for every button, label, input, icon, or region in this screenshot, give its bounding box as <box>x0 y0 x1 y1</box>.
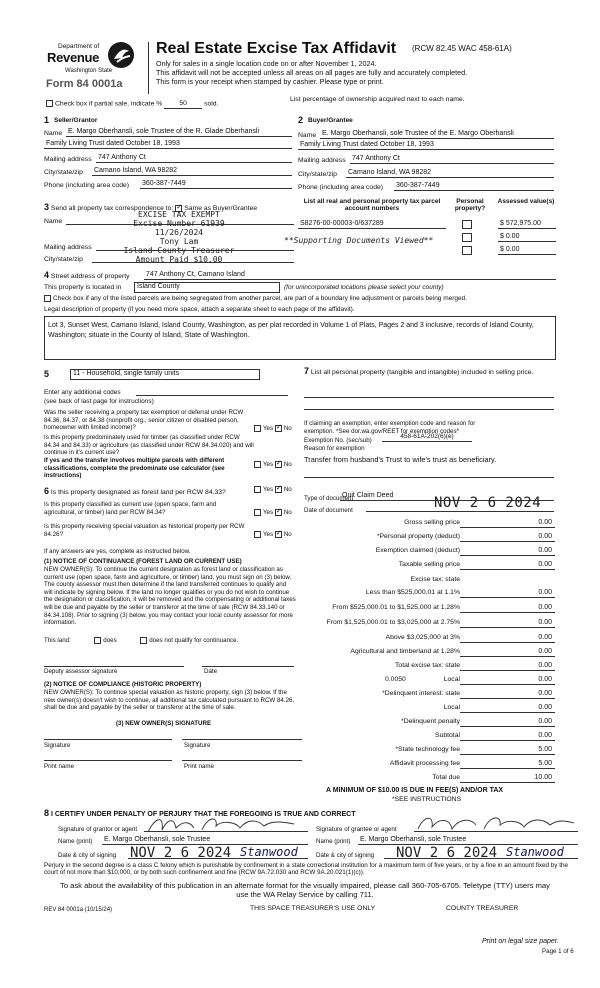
personal-property-line-2[interactable] <box>304 409 554 410</box>
tax-value[interactable]: 0.00 <box>460 718 555 727</box>
tax-row-delinquent-penalty <box>305 718 555 729</box>
seller-city-label: City/state/zip <box>44 169 83 176</box>
assessed-value-2[interactable]: $ 0.00 <box>498 233 556 242</box>
tax-value[interactable]: 0.00 <box>460 662 555 671</box>
exemption-question: Was the seller receiving a property tax exemption or deferral under RCW 84.36, 84.37, or 84.38 (nonprofit org., senior citizen or disabled person, homeowner with limited income)? <box>44 409 244 431</box>
new-owner-signature-title: (3) NEW OWNER(S) SIGNATURE <box>116 720 212 727</box>
personal-property-line-1[interactable] <box>304 397 554 398</box>
q6b-yes-checkbox[interactable] <box>254 509 261 516</box>
form-number: Form 84 0001a <box>46 78 123 90</box>
personal-col-header: Personal property? <box>454 198 486 213</box>
does-label: does <box>103 637 117 645</box>
deputy-signature-label: Deputy assessor signature <box>44 668 118 675</box>
seller-mailing-label: Mailing address <box>44 156 92 163</box>
tax-label: From $525,000.01 to $1,525,000 at 1.28% <box>332 604 460 611</box>
seller-num: 1 <box>44 115 50 125</box>
tax-label: Affidavit processing fee <box>389 760 460 767</box>
reason-label: Reason for exemption <box>304 445 365 452</box>
q6c-no-checkbox[interactable] <box>275 531 282 538</box>
subtitle-3: This form is your receipt when stamped by cashier. Please type or print. <box>156 77 384 86</box>
deputy-date-line[interactable] <box>202 666 294 667</box>
grantee-name-field[interactable]: E. Margo Oberhansli, sole Trustee <box>358 836 578 845</box>
tax-row-agricultural <box>305 648 555 659</box>
exemption-no-field[interactable]: 458-61A-202(6)(e) <box>382 433 472 442</box>
personal-checkbox-1[interactable] <box>462 220 472 229</box>
section3-num: 3 <box>44 202 50 212</box>
section3-city-label: City/state/zip <box>44 256 83 263</box>
tax-label: Excise tax: state <box>410 576 460 583</box>
parcel-number-1[interactable]: S8276-00-00003-0/637289 <box>298 220 446 229</box>
revision-number: REV 84 0001a (10/15/24) <box>44 907 113 913</box>
assessed-value-1[interactable]: $ 572,975.00 <box>498 220 556 229</box>
q6c-yes-label: Yes <box>263 531 274 539</box>
grantor-name-field[interactable]: E. Margo Oberhansli, sole Trustee <box>102 836 308 845</box>
tax-label: Agricultural and timberland at 1.28% <box>350 648 460 655</box>
tax-label: Exemption claimed (deduct) <box>375 547 460 554</box>
tax-label: Less than $525,000.01 at 1.1% <box>365 589 460 596</box>
tax-value[interactable]: 0.00 <box>460 519 555 528</box>
doc-date-stamp: NOV 2 6 2024 <box>434 495 542 511</box>
personal-property-label: List all personal property (tangible and intangible) included in selling price. <box>310 369 534 376</box>
header-divider <box>148 42 149 94</box>
tax-row-bracket-2 <box>305 604 555 615</box>
state-label: Washington State <box>65 68 113 74</box>
section3-mailing-label: Mailing address <box>44 244 92 251</box>
grantor-date-stamp: NOV 2 6 2024 <box>130 845 232 861</box>
tax-row-bracket-3 <box>305 619 555 630</box>
certify-statement: I CERTIFY UNDER PENALTY OF PERJURY THAT THE FOREGOING IS TRUE AND CORRECT <box>50 811 356 818</box>
tax-label: *Personal property (deduct) <box>376 533 460 540</box>
tax-label: Total excise tax: state <box>395 662 460 669</box>
subtitle-2: This affidavit will not be accepted unless all areas on all pages are fully and accurately completed. <box>156 68 468 77</box>
section3-label: Send all property tax correspondence to: <box>50 205 174 212</box>
tax-value[interactable]: 0.00 <box>460 547 555 556</box>
this-land-row <box>44 637 238 644</box>
tax-row-gross <box>305 519 555 530</box>
segregated-checkbox[interactable] <box>44 295 51 302</box>
owner-print-label-2: Print name <box>184 763 214 770</box>
use-code-select[interactable]: 11 - Household, single family units <box>70 369 260 380</box>
list-percentage-note: List percentage of ownership acquired next to each name. <box>290 96 465 103</box>
seller-mailing-field[interactable]: 747 Anthony Ct <box>96 154 292 163</box>
street-label: Street address of property <box>50 273 130 280</box>
if-yes-note: If any answers are yes, complete as instructed below. <box>44 548 191 555</box>
tax-label: Taxable selling price <box>398 561 460 568</box>
tax-row-local <box>305 676 555 687</box>
sold-label: sold. <box>204 100 219 108</box>
tax-row-personal <box>305 533 555 544</box>
owner-signature-line-2[interactable] <box>182 739 302 740</box>
notice-compliance-title: (2) NOTICE OF COMPLIANCE (HISTORIC PROPERTY) <box>44 681 202 688</box>
tax-label: Local <box>443 676 460 683</box>
treasurer-use-only: THIS SPACE TREASURER'S USE ONLY <box>250 905 376 912</box>
doc-type-field[interactable]: Quit Claim Deed <box>340 492 554 501</box>
timber-question-bold: If yes and the transfer involves multiple parcels with different classifications, complete the predominate use calculator (see instructions) <box>44 457 225 479</box>
reason-field[interactable]: Transfer from husband's Trust to wife's trust as beneficiary. <box>304 455 497 464</box>
tax-label: *Delinquent penalty <box>401 718 460 725</box>
q6a-yes-no <box>254 486 292 493</box>
stamp-line-4: Tony Lam <box>159 237 199 246</box>
perjury-notice: Perjury in the second degree is a class C felony which is punishable by confinement in a state correctional institution for a maximum term of five years, or by a fine in an amount fixed by the court of not more than $10,000, or by both such confinement and fine (RCW 9A.72.030 and RCW 9A.20.021(1)(c)). <box>44 862 568 877</box>
historic-question: Is this property receiving special valuation as historical property per RCW 84.26? <box>44 523 245 538</box>
grantor-date-label: Date & city of signing <box>58 852 117 859</box>
section5-num: 5 <box>44 369 50 379</box>
parcel-table <box>298 198 558 262</box>
same-as-buyer-label: Same as Buyer/Grantee <box>184 205 258 212</box>
q1-no-checkbox[interactable] <box>275 425 282 432</box>
q6b-no-label: No <box>283 509 292 517</box>
stamp-line-2: Excise Number 61939 <box>133 219 225 228</box>
tax-value[interactable]: 0.00 <box>460 561 555 570</box>
tax-value[interactable]: 0.00 <box>460 589 555 598</box>
grantee-date-stamp: NOV 2 6 2024 <box>396 845 498 861</box>
rcw-reference: (RCW 82.45 WAC 458-61A) <box>412 44 512 53</box>
notice-continuance-text: NEW OWNER(S): To continue the current designation as forest land or classification as current use (open space, farm and agriculture, or timber) land, you must sign on (3) below. The county assessor must then determine if the land transferred continues to qualify and will indicate by signing below. If the land no longer qualifies or you do not wish to continue the designation or classification, it will be removed and the compensating or additional taxes will be due and payable by the seller or transferor at the time of sale (RCW 84.33.140 or 84.34.108). Prior to signing (3) below, you may contact your local county assessor for more information. <box>44 566 296 627</box>
tax-label: Gross selling price <box>404 519 460 526</box>
stamp-line-3: 11/26/2024 <box>154 228 204 237</box>
q1-yes-label: Yes <box>263 425 274 433</box>
stamp-line-5: Island County Treasurer <box>123 246 235 255</box>
tax-label: Subtotal <box>435 732 460 739</box>
buyer-section <box>298 115 554 195</box>
grantor-signature-mark <box>144 814 304 836</box>
forest-question-row <box>44 486 254 497</box>
tax-value[interactable]: 0.00 <box>460 533 555 542</box>
section8-num: 8 <box>44 808 50 818</box>
section7-num: 7 <box>304 366 310 376</box>
tax-row-taxable <box>305 561 555 572</box>
does-checkbox[interactable] <box>94 637 101 644</box>
owner-print-label-1: Print name <box>44 763 74 770</box>
tax-value[interactable]: 0.00 <box>460 690 555 699</box>
county-select[interactable]: Island County <box>134 282 280 293</box>
seller-phone-field[interactable]: 360-387-7449 <box>140 180 292 189</box>
tax-value[interactable]: 5.00 <box>460 746 555 755</box>
stamp-line-1: EXCISE TAX EXEMPT <box>138 210 220 219</box>
deputy-signature-line[interactable] <box>44 666 184 667</box>
section6 <box>44 486 302 790</box>
local-rate: 0.0050 <box>385 676 406 683</box>
section7 <box>304 367 556 517</box>
stamp-line-6: Amount Paid $10.00 <box>135 255 223 264</box>
minimum-due-note: A MINIMUM OF $10.00 IS DUE IN FEE(S) AND/OR TAX <box>326 787 504 794</box>
tax-value[interactable]: 0.00 <box>460 619 555 628</box>
tax-value[interactable]: 0.00 <box>460 676 555 685</box>
grantee-city: Stanwood <box>506 845 564 859</box>
tax-row-delinquent-local <box>305 704 555 715</box>
seller-name-label: Name <box>44 130 63 137</box>
buyer-name-label: Name <box>298 132 317 139</box>
see-instructions-note: *SEE INSTRUCTIONS <box>392 796 462 803</box>
section5 <box>44 367 294 485</box>
section4-num: 4 <box>44 270 50 280</box>
tax-correspondence-section <box>44 202 294 266</box>
partial-sale-row <box>46 100 218 109</box>
q6a-yes-label: Yes <box>263 486 274 494</box>
tax-row-total-state <box>305 662 555 673</box>
q2-yes-checkbox[interactable] <box>254 461 261 468</box>
buyer-mailing-field[interactable]: 747 Anthony Ct <box>350 155 554 164</box>
grantor-sig-label: Signature of grantor or agent <box>58 826 138 833</box>
seller-phone-label: Phone (including area code) <box>44 182 130 189</box>
tax-row-processing-fee <box>305 760 555 771</box>
additional-codes-field[interactable] <box>136 387 288 396</box>
dor-logo <box>44 40 144 96</box>
tax-label: Above $3,025,000 at 3% <box>385 634 460 641</box>
subtitle-1: Only for sales in a single location code on or after November 1, 2024. <box>156 59 377 68</box>
buyer-mailing-label: Mailing address <box>298 157 346 164</box>
current-use-question: Is this property classified as current use (open space, farm and agricultural, or timber) land per RCW 84.34? <box>44 501 217 516</box>
tax-row-subtotal <box>305 732 555 743</box>
q6b-yes-label: Yes <box>263 509 274 517</box>
segregated-label: Check box if any of the listed parcels are being segregated from another parcel, are part of a boundary line adjustment or parcels being merged. <box>53 295 468 303</box>
revenue-logo-icon <box>106 40 136 70</box>
q1-no-label: No <box>283 425 292 433</box>
tax-label: Total due <box>432 774 460 781</box>
tax-row-bracket-4 <box>305 634 555 645</box>
see-back-note: (see back of last page for instructions) <box>44 398 154 405</box>
grantor-city: Stanwood <box>240 845 298 859</box>
tax-label: Local <box>443 704 460 711</box>
q6b-no-checkbox[interactable] <box>275 509 282 516</box>
section3-name-label: Name <box>44 218 63 225</box>
tax-value[interactable]: 0.00 <box>460 648 555 657</box>
seller-city-field[interactable]: Camano Island, WA 98282 <box>92 167 292 176</box>
tax-value[interactable]: 10.00 <box>460 774 555 783</box>
tax-label: *Delinquent interest: state <box>382 690 460 697</box>
buyer-name-field-2[interactable]: Family Living Trust dated October 18, 1993 <box>298 141 554 150</box>
notice-compliance-text: NEW OWNER(S): To continue special valuation as historic property, sign (3) below. If the new owner(s) doesn't wish to continue, all additional tax calculated pursuant to RCW 84.26, shall be due and payable by the seller or transferor at the time of sale. <box>44 689 295 712</box>
dept-label: Department of <box>58 43 100 50</box>
buyer-city-label: City/state/zip <box>298 171 337 178</box>
grantor-name-label: Name (print) <box>58 838 93 845</box>
grantee-signature-mark <box>414 813 578 835</box>
reason-line <box>304 477 554 478</box>
tax-row-excise-state <box>305 576 555 587</box>
seller-section <box>44 115 284 195</box>
tax-value[interactable]: 0.00 <box>460 704 555 713</box>
q6c-no-label: No <box>283 531 292 539</box>
does-not-checkbox[interactable] <box>140 637 147 644</box>
q6b-yes-no <box>254 509 292 516</box>
buyer-city-field[interactable]: Camano Island, WA 98282 <box>346 169 554 178</box>
tax-label: From $1,525,000.01 to $3,025,000 at 2.75% <box>326 619 460 626</box>
street-row <box>44 270 130 281</box>
owner-print-line-1[interactable] <box>44 760 172 761</box>
owner-signature-line-1[interactable] <box>44 739 172 740</box>
q6c-yes-no <box>254 531 292 538</box>
doc-type-label: Type of document <box>304 495 354 502</box>
availability-notice: To ask about the availability of this publication in an alternate format for the visually impaired, please call 360-705-6705. Teletype (TTY) users may use the WA Relay Service by calling 711. <box>60 881 550 899</box>
section6-num: 6 <box>44 486 50 496</box>
owner-signature-label-2: Signature <box>184 742 211 749</box>
tax-row-exemption <box>305 547 555 558</box>
seller-name-field[interactable]: E. Margo Oberhansli, sole Trustee of the R. Glade Oberhansli <box>66 128 292 137</box>
tax-value[interactable]: 5.00 <box>460 760 555 769</box>
partial-sale-checkbox[interactable] <box>46 100 53 107</box>
exemption-intro: If claiming an exemption, enter exemption code and reason for exemption. *See dor.wa.gov/REET for exemption codes* <box>304 420 476 435</box>
assessed-value-3[interactable]: $ 0.00 <box>498 246 556 255</box>
seller-name-field-2[interactable]: Family Living Trust dated October 18, 1993 <box>44 140 292 149</box>
tax-value[interactable]: 0.00 <box>460 604 555 613</box>
assessed-col-header: Assessed value(s) <box>497 198 555 205</box>
tax-row-total-due <box>305 774 555 785</box>
q6a-no-label: No <box>283 486 292 494</box>
q2-yes-label: Yes <box>263 461 274 469</box>
personal-property-row <box>304 367 554 377</box>
page-number: Page 1 of 6 <box>542 948 574 955</box>
property-location-section <box>44 270 556 362</box>
street-address-field[interactable]: 747 Anthony Ct, Camano Island <box>144 271 556 280</box>
personal-checkbox-3[interactable] <box>462 246 472 255</box>
forest-question: Is this property designated as forest land per RCW 84.33? <box>50 489 226 496</box>
grantee-sig-label: Signature of grantee or agent <box>316 826 397 833</box>
parcel-col-header: List all real and personal property tax parcel account numbers <box>303 198 441 213</box>
q2-yes-no <box>254 461 292 468</box>
buyer-name-field[interactable]: E. Margo Oberhansli, sole Trustee of the E. Margo Oberhansli <box>320 130 554 139</box>
buyer-num: 2 <box>298 115 304 125</box>
buyer-phone-field[interactable]: 360-387-7449 <box>394 182 554 191</box>
excise-exempt-stamp <box>104 210 254 264</box>
q1-yes-checkbox[interactable] <box>254 425 261 432</box>
q2-no-label: No <box>283 461 292 469</box>
unincorporated-note: (for unincorporated locations please select your county) <box>284 284 444 291</box>
legal-size-note: Print on legal size paper. <box>482 938 559 945</box>
exemption-no-label: Exemption No. (sec/sub) <box>304 437 372 444</box>
segregated-row <box>44 295 467 303</box>
q6c-yes-checkbox[interactable] <box>254 531 261 538</box>
notice-continuance-title: (1) NOTICE OF CONTINUANCE (FOREST LAND OR CURRENT USE) <box>44 558 242 565</box>
this-land-label: This land: <box>44 637 71 645</box>
legal-description-field[interactable]: Lot 3, Sunset West, Camano Island, Island County, Washington, as per plat recorded in Volume 1 of Plats, Pages 2 and 3 inclusive, records of Island County, Washington; situate in the County of Island, State of Washington. <box>44 316 556 360</box>
tax-label: *State technology fee <box>395 746 460 753</box>
county-treasurer-label: COUNTY TREASURER <box>446 905 519 912</box>
tax-value[interactable]: 0.00 <box>460 634 555 643</box>
q6a-no-checkbox[interactable] <box>275 486 282 493</box>
q1-yes-no <box>254 425 292 432</box>
grantee-date-label: Date & city of signing <box>316 852 375 859</box>
grantee-name-label: Name (print) <box>316 838 351 845</box>
revenue-wordmark: Revenue <box>47 50 100 65</box>
tax-row-delinquent-interest <box>305 690 555 701</box>
seller-heading: Seller/Grantor <box>54 117 98 124</box>
supporting-docs-stamp: **Supporting Documents Viewed** <box>284 236 434 245</box>
q6a-yes-checkbox[interactable] <box>254 486 261 493</box>
deputy-date-label: Date <box>204 668 218 675</box>
timber-question: Is this property predominately used for timber (as classified under RCW 84.34 and 84.33) or agriculture (as classified under RCW 84.34.020) and will continue in it's current use? <box>44 434 254 456</box>
personal-checkbox-2[interactable] <box>462 233 472 242</box>
partial-pct-field[interactable]: 50 <box>164 100 202 109</box>
form-title: Real Estate Excise Tax Affidavit <box>156 40 397 57</box>
legal-desc-label: Legal description of property (if you need more space, attach a separate sheet to each page of the affidavit). <box>44 306 355 313</box>
tax-row-bracket-1 <box>305 589 555 600</box>
owner-print-line-2[interactable] <box>182 760 302 761</box>
tax-value[interactable]: 0.00 <box>460 732 555 741</box>
doc-date-label: Date of document <box>304 507 353 514</box>
section8 <box>44 808 564 866</box>
buyer-phone-label: Phone (including area code) <box>298 184 384 191</box>
partial-sale-label: Check box if partial sale, indicate % <box>55 100 163 108</box>
buyer-heading: Buyer/Grantee <box>308 117 353 124</box>
tax-row-tech-fee <box>305 746 555 757</box>
enter-codes-label: Enter any additional codes <box>44 389 121 396</box>
does-not-label: does not qualify for continuance. <box>149 637 239 645</box>
owner-signature-label-1: Signature <box>44 742 71 749</box>
q2-no-checkbox[interactable] <box>275 461 282 468</box>
located-label: This property is located in <box>44 284 122 291</box>
